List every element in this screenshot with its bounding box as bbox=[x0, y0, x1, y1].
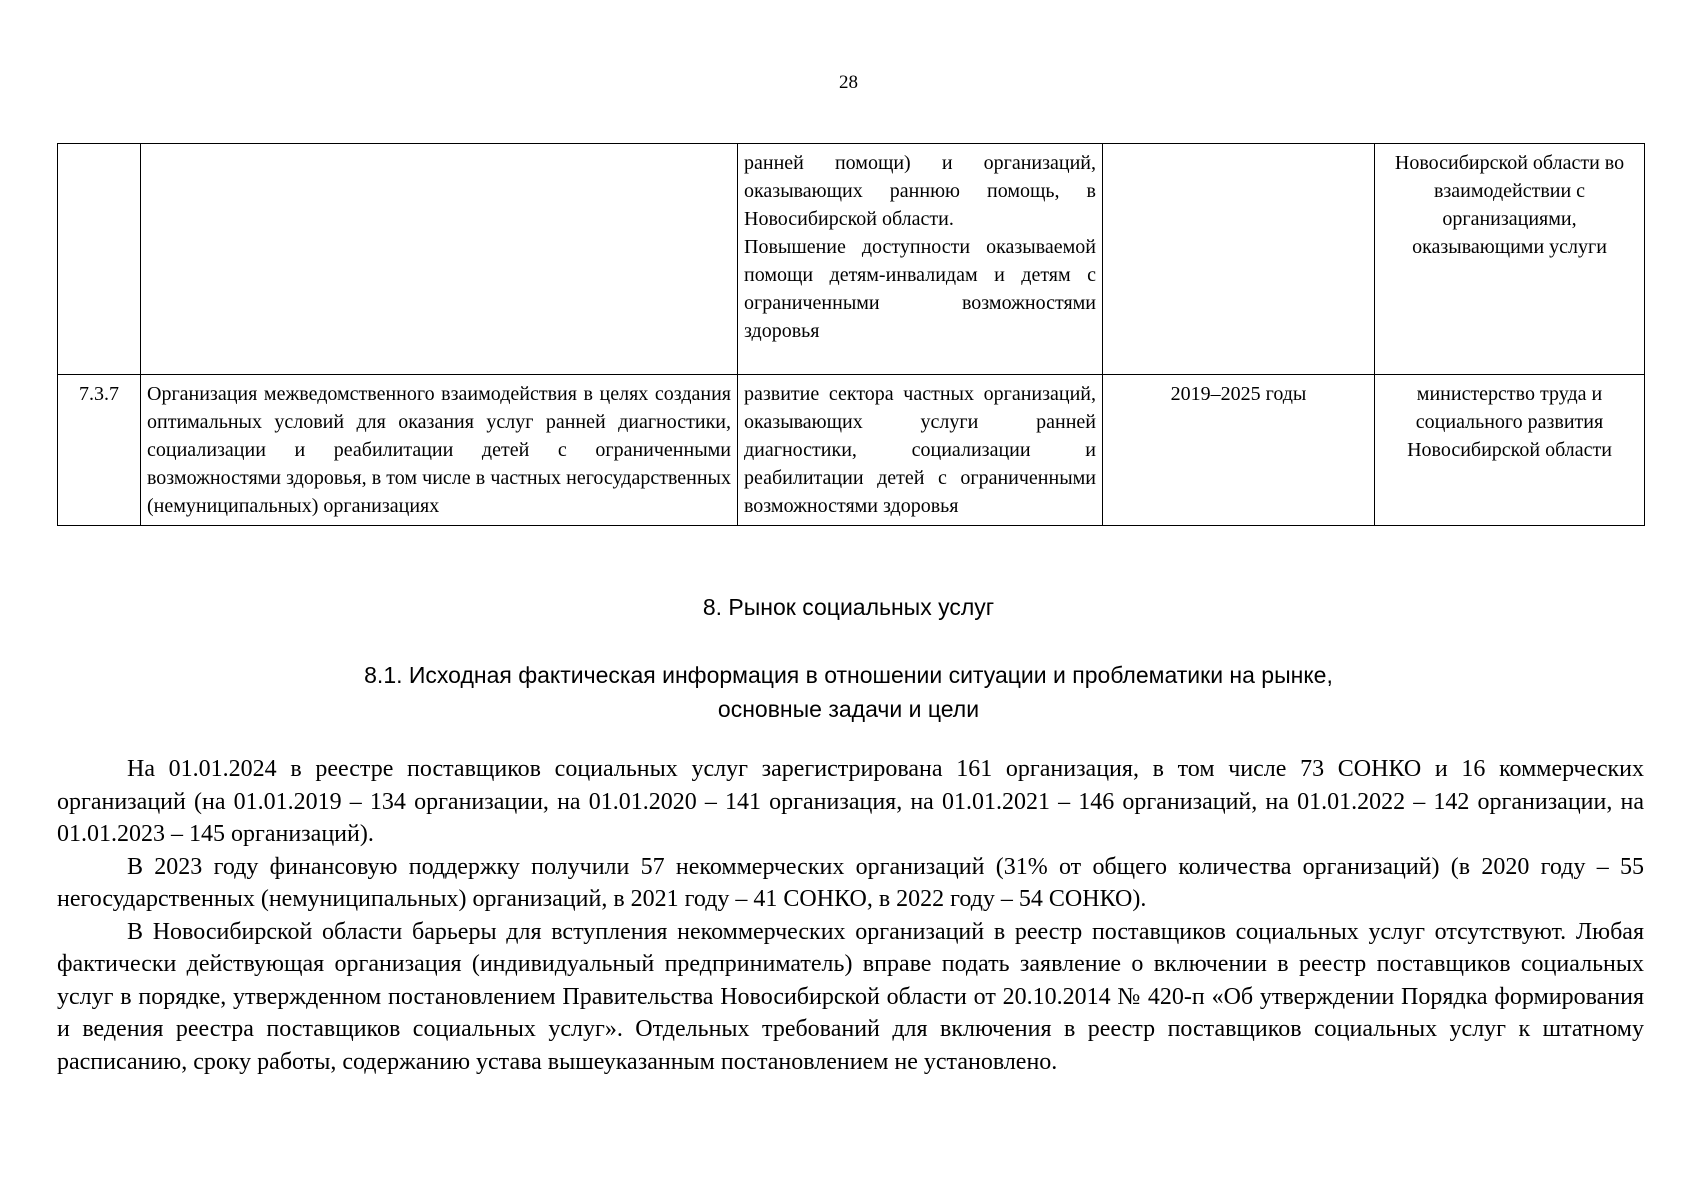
section-heading: 8. Рынок социальных услуг bbox=[702, 594, 995, 620]
cell-expected-result bbox=[738, 144, 1103, 375]
subsection-heading-line-1: 8.1. Исходная фактическая информация в отношении ситуации и проблематики на рынке, bbox=[364, 662, 1333, 688]
table-row bbox=[58, 375, 1645, 526]
cell-number bbox=[58, 144, 141, 375]
cell-term bbox=[1103, 144, 1375, 375]
measures-table bbox=[57, 143, 1645, 526]
body-text bbox=[57, 753, 1644, 1078]
result-text: ранней помощи) и организаций, оказывающих раннюю помощь, в Новосибирской области. bbox=[744, 152, 1096, 230]
subsection-heading bbox=[0, 658, 1697, 726]
paragraph: В 2023 году финансовую поддержку получили 57 некоммерческих организаций (31% от общего количества организаций) (в 2020 году – 55 негосударственных (немуниципальных) организаций, в 2021 году – 41 СОНКО, в 2022 году – 54 СОНКО). bbox=[57, 853, 1644, 912]
cell-executor: Новосибирской области во взаимодействии с организациями, оказывающими услуги bbox=[1375, 144, 1645, 375]
cell-term: 2019–2025 годы bbox=[1103, 375, 1375, 526]
paragraph: В Новосибирской области барьеры для вступления некоммерческих организаций в реестр поставщиков социальных услуг отсутствуют. Любая фактически действующая организация (индивидуальный предприниматель) вправе подать заявление о включении в реестр поставщиков социальных услуг в порядке, утвержденном постановлением Правительства Новосибирской области от 20.10.2014 № 420-п «Об утверждении Порядка формирования и ведения реестра поставщиков социальных услуг». Отдельных требований для включения в реестр поставщиков социальных услуг к штатному расписанию, сроку работы, содержанию устава вышеуказанным постановлением не установлено. bbox=[57, 918, 1644, 1075]
result-text-continued: Повышение доступности оказываемой помощи детям-инвалидам и детям с ограниченными возможностями здоровья bbox=[744, 236, 1096, 342]
table-row bbox=[58, 144, 1645, 375]
paragraph: На 01.01.2024 в реестре поставщиков социальных услуг зарегистрирована 161 организация, в том числе 73 СОНКО и 16 коммерческих организаций (на 01.01.2019 – 134 организации, на 01.01.2020 – 141 организация, на 01.01.2021 – 146 организаций, на 01.01.2022 – 142 организации, на 01.01.2023 – 145 организаций). bbox=[57, 756, 1644, 847]
cell-measure-name bbox=[141, 144, 738, 375]
cell-expected-result: развитие сектора частных организаций, оказывающих услуги ранней диагностики, социализации и реабилитации детей с ограниченными возможностями здоровья bbox=[738, 375, 1103, 526]
cell-number: 7.3.7 bbox=[58, 375, 141, 526]
subsection-heading-line-2: основные задачи и цели bbox=[717, 696, 980, 722]
page-number: 28 bbox=[839, 72, 858, 93]
cell-measure-name: Организация межведомственного взаимодействия в целях создания оптимальных условий для оказания услуг ранней диагностики, социализации и реабилитации детей с ограниченными возможностями здоровья, в том числе в частных негосударственных (немуниципальных) организациях bbox=[141, 375, 738, 526]
cell-executor: министерство труда и социального развития Новосибирской области bbox=[1375, 375, 1645, 526]
